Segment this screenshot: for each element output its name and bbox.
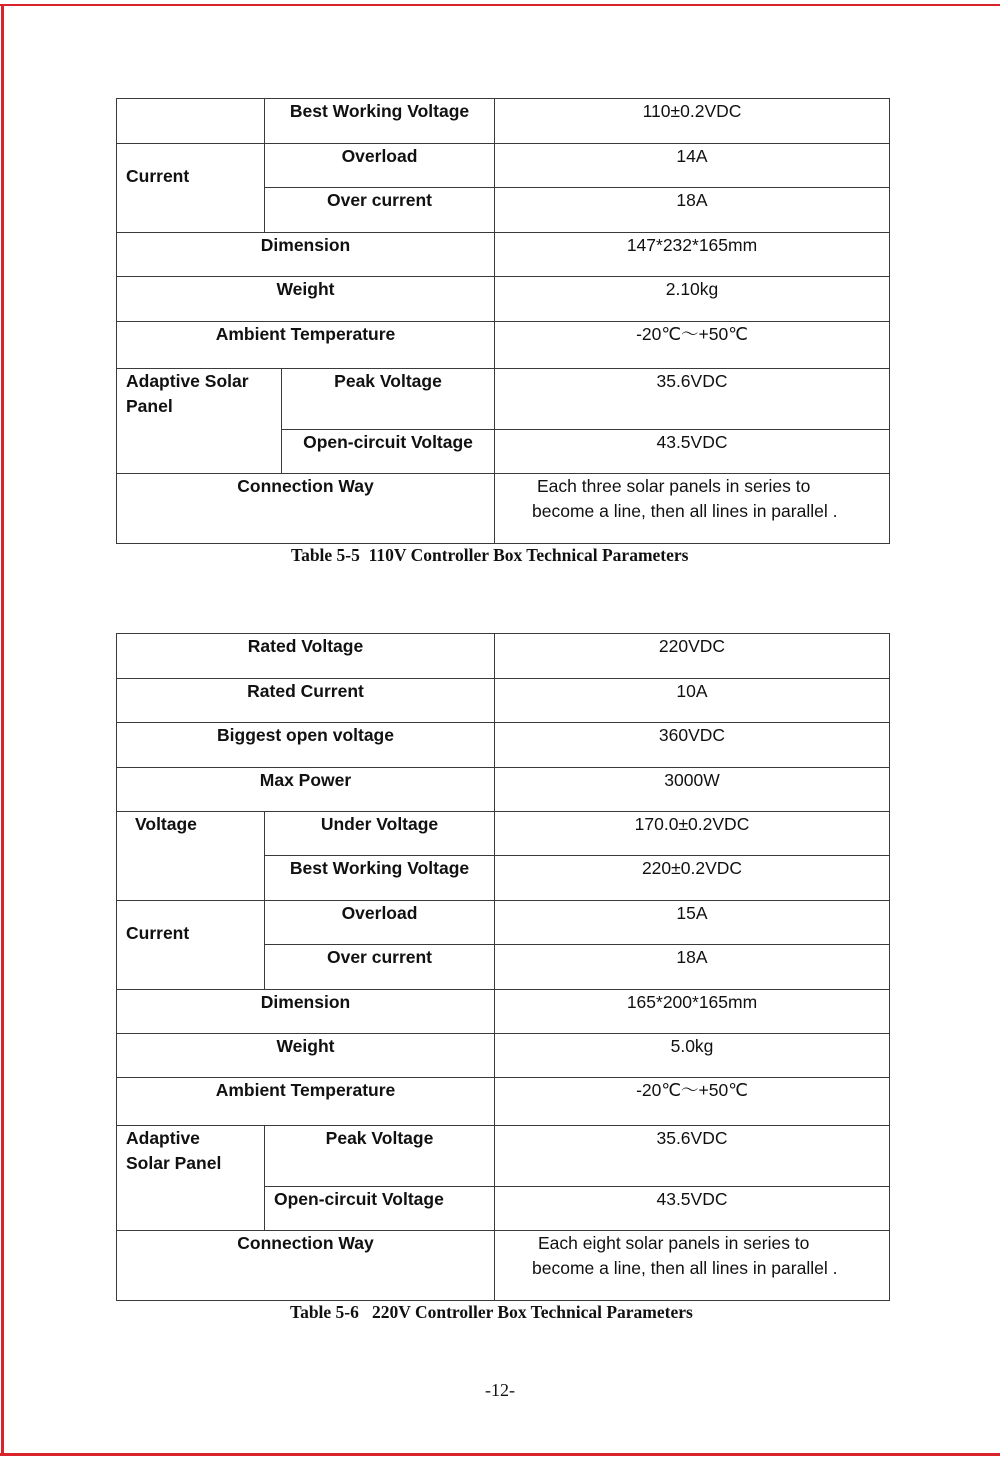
param-label: Peak Voltage xyxy=(264,1125,495,1187)
page-number: -12- xyxy=(485,1380,515,1400)
page-border-top xyxy=(0,4,1000,6)
param-value: -20℃～+50℃ xyxy=(494,321,890,369)
param-label: Connection Way xyxy=(116,473,495,544)
group-label-text: Current xyxy=(126,166,190,186)
param-value: 3000W xyxy=(494,767,890,812)
param-label: Overload xyxy=(264,143,495,188)
param-label: Rated Voltage xyxy=(116,633,495,679)
param-value: 5.0kg xyxy=(494,1033,890,1078)
param-label: Peak Voltage xyxy=(281,368,495,430)
param-value-multiline xyxy=(494,473,890,544)
page-border-left xyxy=(1,4,4,1456)
param-value: 2.10kg xyxy=(494,276,890,322)
param-label: Under Voltage xyxy=(264,811,495,856)
group-label-text: Voltage xyxy=(135,814,197,834)
group-label-adaptive-solar-panel xyxy=(116,1125,265,1231)
param-value: 35.6VDC xyxy=(494,368,890,430)
param-value-multiline xyxy=(494,1230,890,1301)
group-label-line: Solar Panel xyxy=(126,1153,222,1173)
param-value: 43.5VDC xyxy=(494,1186,890,1231)
param-label: Max Power xyxy=(116,767,495,812)
param-value: -20℃～+50℃ xyxy=(494,1077,890,1126)
param-label: Weight xyxy=(116,1033,495,1078)
param-value: 220VDC xyxy=(494,633,890,679)
group-label-voltage xyxy=(116,811,265,901)
param-value: 110±0.2VDC xyxy=(494,98,890,144)
table-cell-group-empty xyxy=(116,98,265,144)
param-value: 18A xyxy=(494,944,890,990)
param-label: Rated Current xyxy=(116,678,495,723)
param-value: 18A xyxy=(494,187,890,233)
param-value-line: become a line, then all lines in parallel . xyxy=(532,501,838,521)
param-value-line: become a line, then all lines in parallel . xyxy=(532,1258,838,1278)
param-value: 147*232*165mm xyxy=(494,232,890,277)
param-label: Open-circuit Voltage xyxy=(264,1186,495,1231)
param-label: Dimension xyxy=(116,989,495,1034)
group-label-line: Adaptive xyxy=(126,1128,200,1148)
group-label-text: Current xyxy=(126,923,190,943)
group-label-current xyxy=(116,143,265,233)
param-label: Best Working Voltage xyxy=(264,98,495,144)
param-value: 165*200*165mm xyxy=(494,989,890,1034)
param-value: 15A xyxy=(494,900,890,945)
param-label: Open-circuit Voltage xyxy=(281,429,495,474)
param-label: Dimension xyxy=(116,232,495,277)
param-label: Biggest open voltage xyxy=(116,722,495,768)
table-caption: Table 5-5 110V Controller Box Technical Parameters xyxy=(291,545,689,565)
group-label-current xyxy=(116,900,265,990)
param-label: Ambient Temperature xyxy=(116,1077,495,1126)
param-value: 43.5VDC xyxy=(494,429,890,474)
param-value: 35.6VDC xyxy=(494,1125,890,1187)
param-label: Best Working Voltage xyxy=(264,855,495,901)
page-border-bottom xyxy=(0,1453,1000,1456)
param-label: Ambient Temperature xyxy=(116,321,495,369)
param-value: 360VDC xyxy=(494,722,890,768)
group-label-adaptive-solar-panel xyxy=(116,368,282,474)
table-caption: Table 5-6 220V Controller Box Technical Parameters xyxy=(290,1302,693,1322)
param-value-line: Each eight solar panels in series to xyxy=(538,1233,810,1253)
group-label-line: Adaptive Solar xyxy=(126,371,249,391)
group-label-line: Panel xyxy=(126,396,173,416)
param-value-line: Each three solar panels in series to xyxy=(537,476,811,496)
param-label: Weight xyxy=(116,276,495,322)
param-value: 14A xyxy=(494,143,890,188)
param-label: Overload xyxy=(264,900,495,945)
param-value: 220±0.2VDC xyxy=(494,855,890,901)
param-label: Connection Way xyxy=(116,1230,495,1301)
param-value: 10A xyxy=(494,678,890,723)
param-label: Over current xyxy=(264,187,495,233)
param-value: 170.0±0.2VDC xyxy=(494,811,890,856)
param-label: Over current xyxy=(264,944,495,990)
